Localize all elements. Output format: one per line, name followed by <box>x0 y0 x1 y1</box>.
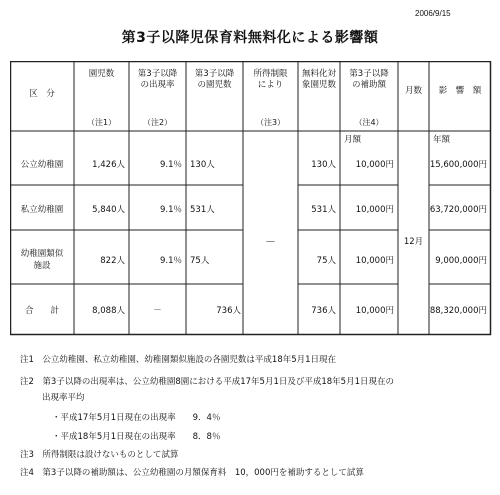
unit-monthly: 月額 <box>344 135 362 145</box>
row-third-child-count: 130人 <box>190 160 215 170</box>
row-impact: 88,320,000円 <box>429 306 487 316</box>
row-subsidy: 10,000円 <box>355 256 394 266</box>
header-months: 月数 <box>404 86 422 96</box>
header-count3-line2: の園児数 <box>197 80 232 90</box>
header-free-line1: 無料化対 <box>301 69 336 79</box>
note-2-rate-2006: ・平成18年5月1日現在の出現率 8．8％ <box>52 432 221 442</box>
note-2-rate-2005: ・平成17年5月1日現在の出現率 9．4％ <box>52 413 221 423</box>
document-title: 第3子以降児保育料無料化による影響額 <box>121 30 379 46</box>
row-rate: 9.1％ <box>159 256 182 266</box>
header-kubun: 区 分 <box>29 89 55 99</box>
row-name: 公立幼稚園 <box>20 160 64 170</box>
row-impact: 9,000,000円 <box>435 256 487 266</box>
table-grid-lines <box>10 61 492 336</box>
row-free-count: 736人 <box>311 306 336 316</box>
row-name-total: 合 計 <box>24 306 59 316</box>
row-subsidy: 10,000円 <box>355 205 394 215</box>
row-rate: － <box>153 306 162 316</box>
note-4: 注4 第3子以降の補助額は、公立幼稚園の月額保育料 10，000円を補助するとして試算 <box>20 468 364 478</box>
row-subsidy: 10,000円 <box>355 306 394 316</box>
header-note-4: （注4） <box>354 118 384 127</box>
note-2: 注2 第3子以降の出現率は、公立幼稚園8園における平成17年5月1日及び平成18年5月1日現在の <box>20 377 394 387</box>
row-subsidy: 10,000円 <box>355 160 394 170</box>
row-third-child-count: 736人 <box>216 306 241 316</box>
header-note-1: （注1） <box>86 118 117 127</box>
row-third-child-count: 531人 <box>190 205 215 215</box>
header-note-2: （注2） <box>142 118 173 127</box>
row-rate: 9.1％ <box>159 160 182 170</box>
row-name-line2: 施設 <box>33 261 51 271</box>
row-enrollment: 8,088人 <box>92 306 125 316</box>
row-third-child-count: 75人 <box>190 256 210 266</box>
header-impact: 影 響 額 <box>438 86 482 96</box>
income-limit-value: － <box>265 235 276 248</box>
row-impact: 15,600,000円 <box>429 160 487 170</box>
row-enrollment: 5,840人 <box>92 205 125 215</box>
header-subsidy-line2: の補助額 <box>351 80 386 90</box>
row-impact: 63,720,000円 <box>429 205 487 215</box>
header-income-line2: により <box>257 80 284 90</box>
months-value: 12月 <box>403 237 424 247</box>
header-note-3: （注3） <box>255 118 286 127</box>
row-name: 私立幼稚園 <box>20 205 64 215</box>
row-rate: 9.1％ <box>159 205 182 215</box>
row-enrollment: 822人 <box>100 256 125 266</box>
header-count3-line1: 第3子以降 <box>194 69 235 79</box>
header-rate-line1: 第3子以降 <box>137 69 178 79</box>
document-date: 2006/9/15 <box>415 9 451 18</box>
header-free-line2: 象園児数 <box>301 80 336 90</box>
header-enjisu: 園児数 <box>88 69 115 79</box>
impact-table <box>10 61 492 336</box>
header-rate-line2: の出現率 <box>140 80 175 90</box>
header-income-line1: 所得制限 <box>253 69 288 79</box>
row-enrollment: 1,426人 <box>92 160 125 170</box>
header-subsidy-line1: 第3子以降 <box>349 69 389 79</box>
row-free-count: 130人 <box>311 160 336 170</box>
row-free-count: 531人 <box>311 205 336 215</box>
note-1: 注1 公立幼稚園、私立幼稚園、幼稚園類似施設の各園児数は平成18年5月1日現在 <box>20 355 337 365</box>
note-3: 注3 所得制限は設けないものとして試算 <box>20 450 179 460</box>
row-free-count: 75人 <box>316 256 336 266</box>
note-2-continued: 出現率平均 <box>42 393 85 403</box>
unit-annual: 年額 <box>433 135 451 145</box>
row-name-line1: 幼稚園類似 <box>20 249 64 259</box>
